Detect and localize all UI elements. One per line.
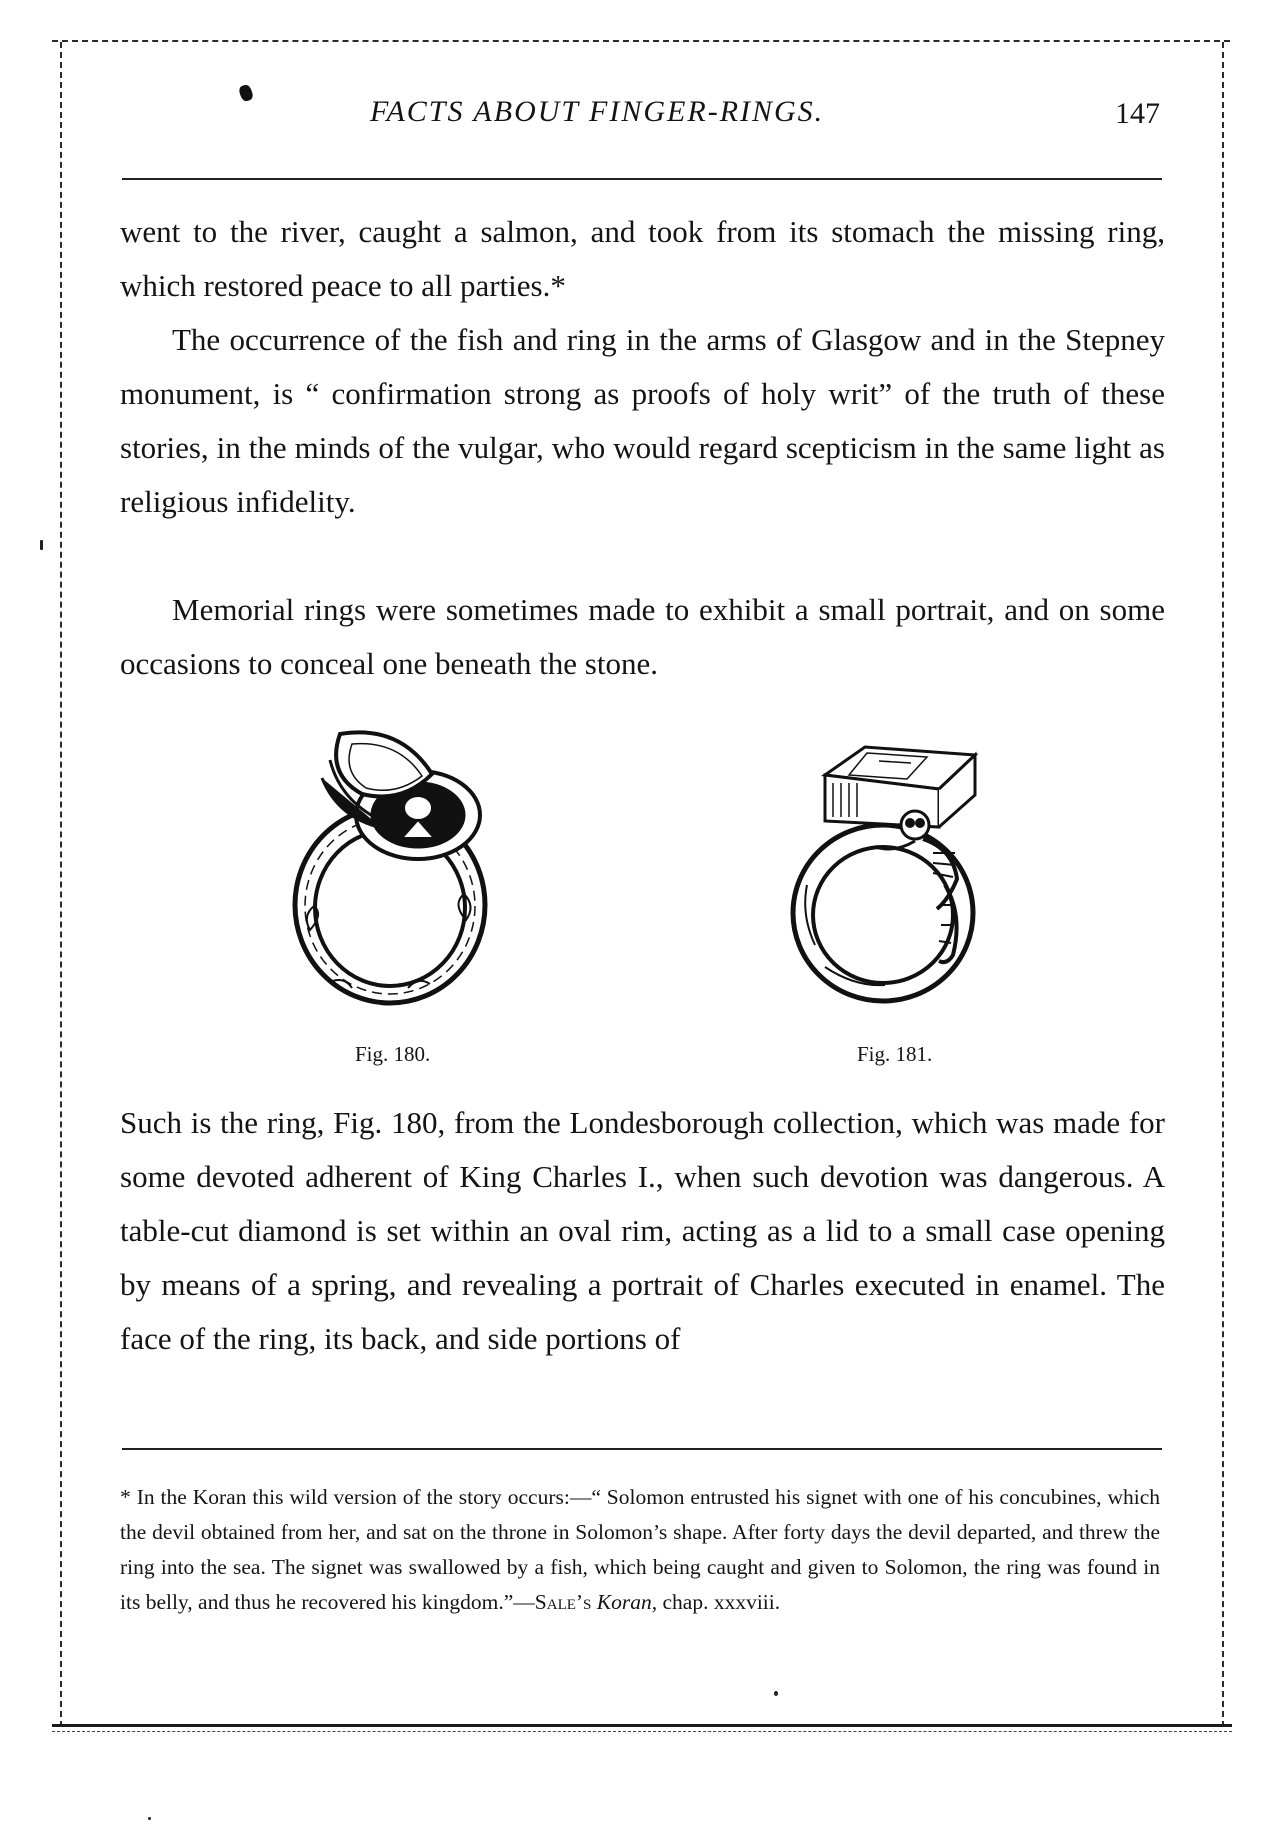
- header-rule: [122, 178, 1162, 180]
- footnote-rule: [122, 1448, 1162, 1450]
- page-header: [120, 95, 1160, 155]
- figure-180-locket-ring: [270, 720, 510, 1010]
- paragraph-2: The occurrence of the fish and ring in the arms of Glasgow and in the Stepney monument, is “ confirmation strong as proofs of holy writ” of the truth of these stories, in the minds of the vulgar, who would regard scepticism in the same light as religious infidelity.: [120, 322, 1165, 519]
- figure-180-caption: Fig. 180.: [355, 1042, 431, 1066]
- footnote-text: In the Koran this wild version of the story occurs:—“ Solomon entrusted his signet with one of his concubines, which the devil obtained from her, and sat on the throne in Solomon’s shape. After forty days the devil departed, and threw the ring into the sea. The signet was swallowed by a fish, which being caught and given to Solomon, the ring was found in its belly, and thus he recovered his kingdom.”—: [120, 1485, 1160, 1614]
- page-frame-bottom: [52, 1724, 1232, 1727]
- paragraph-4: Such is the ring, Fig. 180, from the Londesborough collection, which was made for some devoted adherent of King Charles I., when such devotion was dangerous. A table-cut diamond is set within an oval rim, acting as a lid to a small case opening by means of a spring, and revealing a portrait of Charles executed in enamel. The face of the ring, its back, and side portions of: [120, 1105, 1165, 1356]
- page-frame-left: [60, 42, 62, 1727]
- figure-181-caption: Fig. 181.: [857, 1042, 933, 1066]
- figure-181-memorial-ring: [755, 735, 1015, 1010]
- page-frame-top: [52, 40, 1230, 42]
- footnote: [120, 1480, 1160, 1620]
- ink-speck: [774, 1691, 778, 1696]
- footnote-author: Sale’s: [534, 1590, 592, 1614]
- page-frame-right: [1222, 42, 1224, 1727]
- ink-speck: [148, 1817, 151, 1820]
- paragraph-3: Memorial rings were sometimes made to exhibit a small portrait, and on some occasions to conceal one beneath the stone.: [120, 592, 1165, 681]
- running-title: FACTS ABOUT FINGER-RINGS.: [370, 95, 825, 128]
- page-frame-bottom-dashed: [52, 1731, 1232, 1732]
- footnote-chapter: chap. xxxviii.: [662, 1590, 781, 1614]
- footnote-marker: *: [120, 1485, 131, 1509]
- ink-speck: [40, 540, 43, 550]
- paragraph-1: went to the river, caught a salmon, and took from its stomach the missing ring, which restored peace to all parties.*: [120, 214, 1165, 303]
- page-number: 147: [1115, 97, 1160, 130]
- footnote-work-title: Koran,: [596, 1590, 658, 1614]
